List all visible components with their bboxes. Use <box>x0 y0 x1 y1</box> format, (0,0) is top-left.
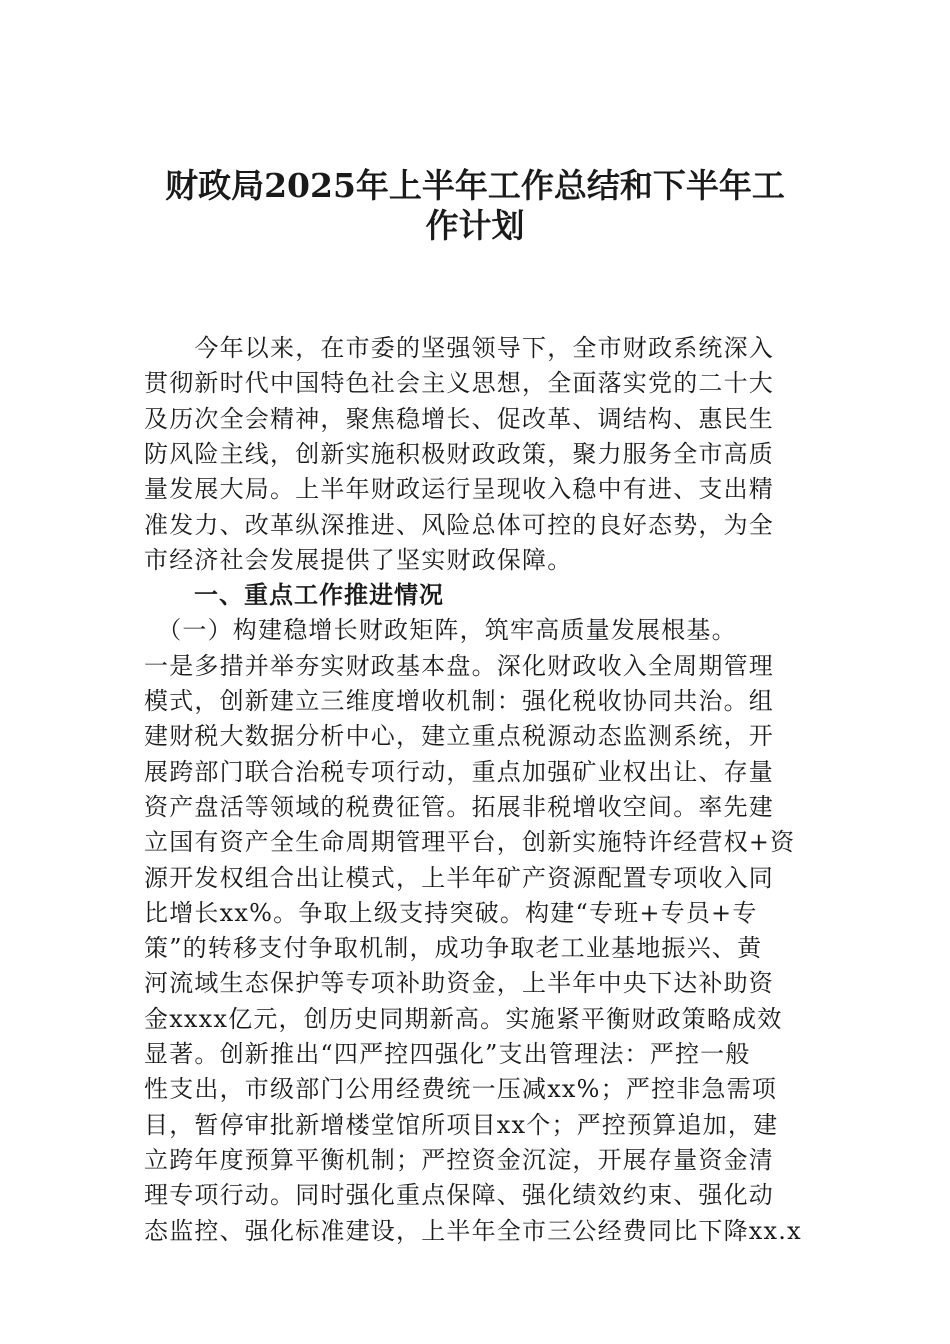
body-line: 显著。创新推出“四严控四强化”支出管理法：严控一般 <box>144 1040 751 1068</box>
body-line: 源开发权组合出让模式，上半年矿产资源配置专项收入同 <box>144 863 774 892</box>
body-line: 今年以来，在市委的坚强领导下，全市财政系统深入 <box>144 334 774 362</box>
body-line: 态监控、强化标准建设，上半年全市三公经费同比下降xx.x <box>144 1216 802 1245</box>
body-line: 建财税大数据分析中心，建立重点税源动态监测系统，开 <box>144 722 774 751</box>
body-line: 资产盘活等领域的税费征管。拓展非税增收空间。率先建 <box>144 792 774 821</box>
body-line: 防风险主线，创新实施积极财政政策，聚力服务全市高质 <box>144 439 774 468</box>
body-line: 目，暂停审批新增楼堂馆所项目xx个；严控预算追加，建 <box>144 1110 779 1139</box>
document-title-line-2: 作计划 <box>425 206 525 245</box>
body-line: 展跨部门联合治税专项行动，重点加强矿业权出让、存量 <box>144 757 774 786</box>
body-line: 理专项行动。同时强化重点保障、强化绩效约束、强化动 <box>144 1181 774 1210</box>
body-line: 河流域生态保护等专项补助资金，上半年中央下达补助资 <box>144 969 774 998</box>
body-line: 一是多措并举夯实财政基本盘。深化财政收入全周期管理 <box>144 651 774 680</box>
body-line: 量发展大局。上半年财政运行呈现收入稳中有进、支出精 <box>144 475 774 504</box>
subsection-heading: （一）构建稳增长财政矩阵，筑牢高质量发展根基。 <box>144 616 737 645</box>
body-line: 模式，创新建立三维度增收机制：强化税收协同共治。组 <box>144 687 774 715</box>
body-line: 比增长xx%。争取上级支持突破。构建“专班+专员+专 <box>144 898 758 927</box>
body-line: 市经济社会发展提供了坚实财政保障。 <box>144 545 573 574</box>
body-line: 策”的转移支付争取机制，成功争取老工业基地振兴、黄 <box>144 934 763 963</box>
body-line: 金xxxx亿元，创历史同期新高。实施紧平衡财政策略成效 <box>144 1004 783 1033</box>
document-title-line-1: 财政局2025年上半年工作总结和下半年工 <box>165 166 785 205</box>
section-heading: 一、重点工作推进情况 <box>144 581 444 610</box>
body-line: 性支出，市级部门公用经费统一压减xx%；严控非急需项 <box>144 1075 778 1104</box>
body-line: 及历次全会精神，聚焦稳增长、促改革、调结构、惠民生 <box>144 404 774 433</box>
body-line: 立跨年度预算平衡机制；严控资金沉淀，开展存量资金清 <box>144 1145 774 1174</box>
body-line: 贯彻新时代中国特色社会主义思想，全面落实党的二十大 <box>144 369 774 398</box>
body-line: 准发力、改革纵深推进、风险总体可控的良好态势，为全 <box>144 510 774 539</box>
body-line: 立国有资产全生命周期管理平台，创新实施特许经营权+资 <box>144 828 796 857</box>
